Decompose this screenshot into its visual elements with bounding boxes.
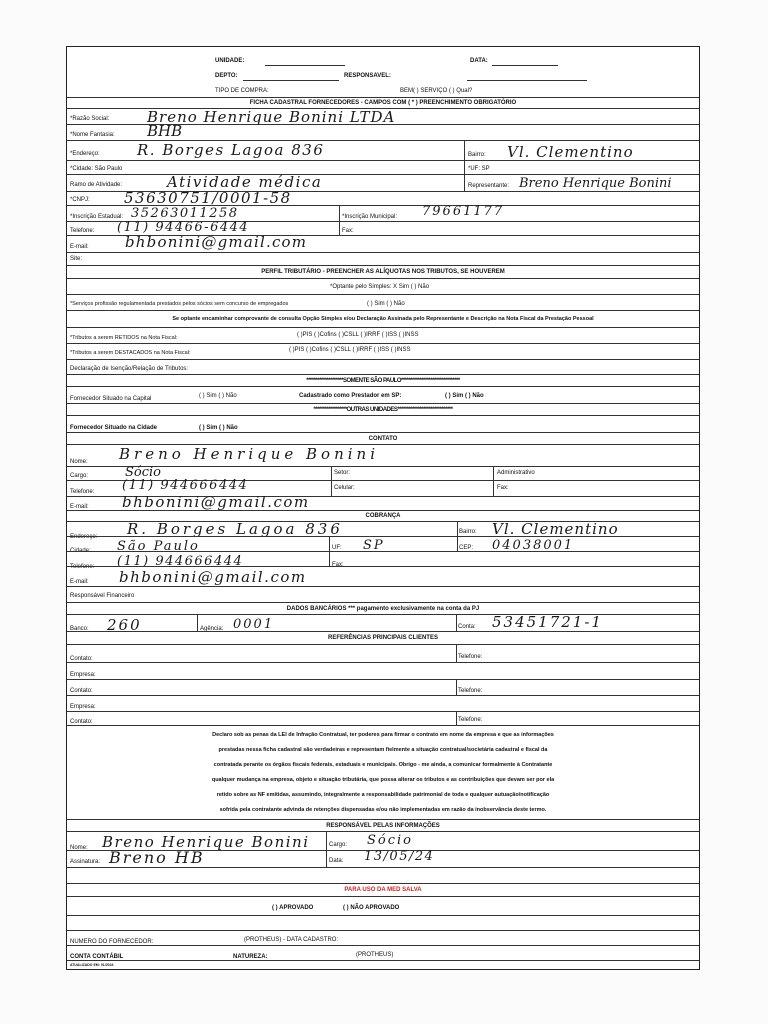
contato-administrativo: Administrativo <box>497 470 535 476</box>
conta-label: Conta: <box>458 624 476 630</box>
resp-data-value[interactable]: 13/05/24 <box>364 849 435 864</box>
contato-email-value[interactable]: bhbonini@gmail.com <box>122 493 310 511</box>
contato-celular-label: Celular: <box>334 485 355 491</box>
declaracao-line-6: sofrida pela contratante advinda de retenções dispensadas e/ou não implementadas em razão da inobservância deste termo. <box>219 807 547 813</box>
protheus-data-label: (PROTHEUS) - DATA CADASTRO: <box>244 937 339 943</box>
data-label: DATA: <box>470 58 488 64</box>
cnpj-label: *CNPJ: <box>70 197 90 203</box>
bairro-value[interactable]: Vl. Clementino <box>507 143 634 161</box>
nao-aprovado-option[interactable]: ( ) NÃO APROVADO <box>343 905 400 911</box>
cobranca-cidade-value[interactable]: São Paulo <box>117 539 200 554</box>
destacados-options[interactable]: ( )PIS ( )Cofins ( )CSLL ( )IRRF ( )ISS ( )INSS <box>289 347 411 353</box>
resp-assinatura-label: Assinatura: <box>70 859 101 865</box>
site-label: Site: <box>70 256 83 262</box>
cobranca-cep-value[interactable]: 04038001 <box>492 538 575 553</box>
uso-med-title: PARA USO DA MED SALVA <box>344 887 422 893</box>
cobranca-cep-label: CEP: <box>459 545 474 551</box>
outras-header: ******************OUTRAS UNIDADES****************************** <box>313 407 453 413</box>
ref3-contato-label: Contato: <box>70 719 93 725</box>
declaracao-line-3: contratada perante os órgãos fiscais federais, estaduais e municipais. Obrigo - me ainda, a comunicar formalmente à Contratante <box>213 762 553 768</box>
cidade-label: *Cidade: São Paulo <box>70 166 123 172</box>
ref2-contato-label: Contato: <box>70 688 93 694</box>
destacados-label: *Tributos a serem DESTACADOS na Nota Fiscal: <box>70 350 191 356</box>
aprovado-option[interactable]: ( ) APROVADO <box>272 905 314 911</box>
natureza-label: NATUREZA: <box>233 954 268 960</box>
depto-line[interactable] <box>243 80 339 81</box>
cobranca-fax-label: Fax: <box>332 562 344 568</box>
ficha-title: FICHA CADASTRAL FORNECEDORES - CAMPOS COM ( * ) PREENCHIMENTO OBRIGATÓRIO <box>249 100 517 106</box>
tributario-title: PERFIL TRIBUTÁRIO - PREENCHER AS ALÍQUOTAS NOS TRIBUTOS, SE HOUVEREM <box>261 269 505 275</box>
ie-value[interactable]: 35263011258 <box>131 206 239 221</box>
im-value[interactable]: 79661177 <box>422 204 505 219</box>
razao-value[interactable]: Breno Henrique Bonini LTDA <box>147 108 396 126</box>
im-label: *Inscrição Municipal: <box>342 214 398 220</box>
isencao-label: Declaração de Isenção/Relação de Tributos: <box>70 366 189 372</box>
cobranca-bairro-label: Bairro: <box>459 529 477 535</box>
cobranca-email-label: E-mail: <box>70 579 89 585</box>
data-line[interactable] <box>492 65 558 66</box>
cobranca-telefone-value[interactable]: (11) 944666444 <box>117 554 244 569</box>
servicos-options[interactable]: ( ) Sim ( ) Não <box>367 301 405 307</box>
divider <box>67 97 699 98</box>
resp-cargo-label: Cargo: <box>329 842 348 848</box>
endereco-label: *Endereço: <box>70 151 100 157</box>
retidos-label: *Tributos a serem RETIDOS na Nota Fiscal: <box>70 335 178 341</box>
retidos-options[interactable]: ( )PIS ( )Cofins ( )CSLL ( )IRRF ( )ISS ( )INSS <box>297 332 419 338</box>
contato-setor-label: Setor: <box>334 470 351 476</box>
cobranca-bairro-value[interactable]: Vl. Clementino <box>492 520 619 538</box>
ref2-empresa-label: Empresa: <box>70 704 96 710</box>
uf-label: *UF: SP <box>468 166 490 172</box>
ref1-telefone-label: Telefone: <box>458 654 483 660</box>
supplier-form-sheet <box>66 46 700 970</box>
fantasia-value[interactable]: BHB <box>147 122 183 140</box>
referencias-title: REFERÊNCIAS PRINCIPAIS CLIENTES <box>328 635 438 641</box>
fantasia-label: *Nome Fantasia: <box>70 132 115 138</box>
cobranca-cidade-label: Cidade: <box>70 548 91 554</box>
responsavel-title: RESPONSÁVEL PELAS INFORMAÇÕES <box>326 823 440 829</box>
cobranca-title: COBRANÇA <box>365 513 401 519</box>
declaracao-line-2: prestadas nessa ficha cadastral são verdadeiras e representam fielmente a situação contratual/societária cadastral e fiscal da <box>218 747 548 753</box>
optante-note: Se optante encaminhar comprovante de consulta Opção Simples e/ou Declaração Assinada pelo Representante e Descrição na Nota Fiscal da Prestação Pessoal <box>172 316 594 322</box>
protheus-label: (PROTHEUS) <box>356 952 394 958</box>
cadastrado-label: Cadastrado como Prestador em SP: <box>299 393 402 399</box>
capital-label: Fornecedor Situado na Capital <box>70 396 152 402</box>
tipo-compra-label: TIPO DE COMPRA: <box>215 88 269 94</box>
responsavel-header-label: RESPONSAVEL: <box>344 73 391 79</box>
resp-cargo-value[interactable]: Sócio <box>367 833 413 848</box>
ref2-telefone-label: Telefone: <box>458 688 483 694</box>
ref3-telefone-label: Telefone: <box>458 717 483 723</box>
bancarios-title: DADOS BANCÁRIOS *** pagamento exclusivamente na conta da PJ <box>286 606 480 612</box>
atualizado-label: ATUALIZADO EM: 01/2024 <box>70 963 114 967</box>
ie-label: *Inscrição Estadual: <box>70 214 124 220</box>
contato-fax-label: Fax: <box>497 485 509 491</box>
bairro-label: Bairro: <box>468 152 486 158</box>
cobranca-endereco-value[interactable]: R. Borges Lagoa 836 <box>127 520 343 538</box>
endereco-value[interactable]: R. Borges Lagoa 836 <box>137 141 325 159</box>
email-label: E-mail: <box>70 244 89 250</box>
contato-title: CONTATO <box>368 436 398 442</box>
representante-label: Representante: <box>468 183 510 189</box>
depto-label: DEPTO: <box>215 73 238 79</box>
ref1-empresa-label: Empresa: <box>70 672 96 678</box>
telefone-label: Telefone: <box>70 228 95 234</box>
telefone-value[interactable]: (11) 94466-6444 <box>117 220 250 235</box>
declaracao-line-1: Declaro sob as penas da LEI de Infração Contratual, ter poderes para firmar o contrato em nome da empresa e que as informações <box>212 732 554 738</box>
ramo-label: Ramo de Atividade: <box>70 182 123 188</box>
resp-data-label: Data: <box>329 858 344 864</box>
bem-servico-options[interactable]: BEM( ) SERVIÇO ( ) Qual? <box>400 88 473 94</box>
declaracao-line-4: qualquer mudança na empresa, objeto e situação tributária, que possa alterar os tributos e as contribuições que devam ser por ela <box>211 777 555 783</box>
contato-nome-value[interactable]: Breno Henrique Bonini <box>119 445 379 463</box>
contato-nome-label: Nome: <box>70 459 88 465</box>
resp-nome-label: Nome: <box>70 845 88 851</box>
banco-label: Banco: <box>70 626 89 632</box>
contato-cargo-value[interactable]: Sócio <box>125 465 161 480</box>
responsavel-line[interactable] <box>467 80 587 81</box>
cobranca-uf-label: UF: <box>332 545 342 551</box>
cadastrado-options[interactable]: ( ) Sim ( ) Não <box>445 393 484 399</box>
ref1-contato-label: Contato: <box>70 656 93 662</box>
contato-telefone-value[interactable]: (11) 944666444 <box>122 478 249 493</box>
cidade-situado-options[interactable]: ( ) Sim ( ) Não <box>199 425 238 431</box>
conta-contabil-label: CONTA CONTÁBIL <box>70 954 124 960</box>
contato-cargo-label: Cargo: <box>70 473 89 479</box>
cidade-situado-label: Fornecedor Situado na Cidade <box>70 425 158 431</box>
responsavel-financeiro-label: Responsável Financeiro <box>70 593 135 599</box>
conta-value[interactable]: 53451721-1 <box>492 613 603 631</box>
sp-header: ********************SOMENTE SÃO PAULO******************************** <box>306 378 460 384</box>
agencia-label: Agência: <box>200 626 224 632</box>
banco-value[interactable]: 260 <box>107 616 142 634</box>
unidade-label: UNIDADE: <box>215 58 245 64</box>
unidade-line[interactable] <box>265 65 345 66</box>
cnpj-value[interactable]: 53630751/0001-58 <box>124 189 292 207</box>
optante-simples[interactable]: *Optante pelo Simples: X Sim ( ) Não <box>330 284 430 290</box>
capital-options[interactable]: ( ) Sim ( ) Não <box>199 393 237 399</box>
razao-label: *Razão Social: <box>70 116 110 122</box>
fax-label: Fax: <box>342 228 354 234</box>
ramo-value[interactable]: Atividade médica <box>167 173 323 191</box>
cobranca-endereco-label: Endereço: <box>70 534 98 540</box>
cobranca-telefone-label: Telefone: <box>70 564 95 570</box>
contato-email-label: E-mail: <box>70 504 89 510</box>
contato-telefone-label: Telefone: <box>70 489 95 495</box>
numero-fornecedor-label: NUMERO DO FORNECEDOR: <box>70 939 154 945</box>
representante-value[interactable]: Breno Henrique Bonini <box>519 176 672 191</box>
resp-nome-value[interactable]: Breno Henrique Bonini <box>102 833 310 851</box>
resp-assinatura-value[interactable]: Breno HB <box>109 848 205 867</box>
declaracao-line-5: retido sobre as NF emitidas, assumindo, integralmente a responsabilidade patrimonial de toda e qualquer autuação/notificação <box>216 792 550 798</box>
agencia-value[interactable]: 0001 <box>233 617 275 632</box>
cobranca-uf-value[interactable]: SP <box>363 538 385 553</box>
email-value[interactable]: bhbonini@gmail.com <box>125 233 308 251</box>
servicos-label: *Serviços profissão regulamentada prestados pelos sócios sem concurso de empregados <box>70 301 289 307</box>
cobranca-email-value[interactable]: bhbonini@gmail.com <box>119 568 307 586</box>
